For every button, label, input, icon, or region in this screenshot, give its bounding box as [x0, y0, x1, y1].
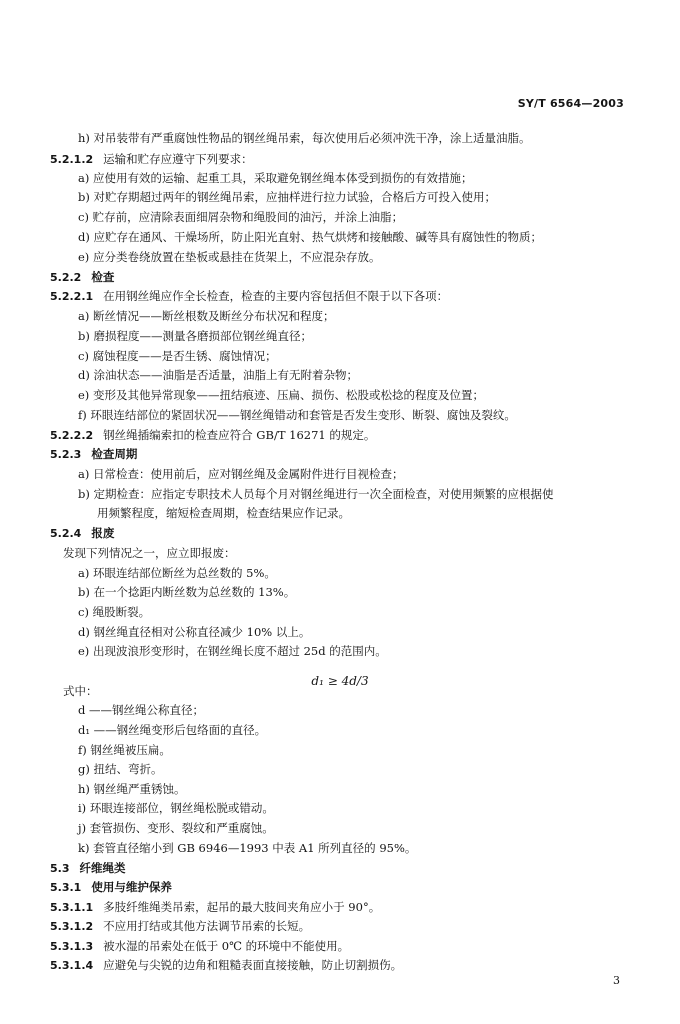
- clause-number: 5.3: [50, 862, 70, 875]
- text-line: [78, 782, 186, 797]
- line-text: 被水湿的吊索处在低于 0℃ 的环境中不能使用。: [103, 939, 350, 953]
- clause-number: 5.2.4: [50, 527, 82, 540]
- text-line: [78, 605, 150, 620]
- clause-number: 5.2.1.2: [50, 153, 94, 166]
- text-line: [78, 801, 274, 816]
- clause-line: [50, 289, 448, 304]
- line-text: 应避免与尖锐的边角和粗糙表面直接接触，防止切割损伤。: [103, 958, 403, 972]
- line-text: f) 钢丝绳被压扁。: [78, 743, 171, 757]
- line-text: 钢丝绳插编索扣的检查应符合 GB/T 16271 的规定。: [103, 428, 376, 442]
- clause-line: [50, 447, 137, 462]
- clause-line: [50, 152, 253, 167]
- text-line: [78, 368, 358, 383]
- clause-number: 5.2.3: [50, 448, 82, 461]
- line-text: 多肢纤维绳类吊索，起吊的最大肢间夹角应小于 90°。: [103, 900, 381, 914]
- line-text: g) 扭结、弯折。: [78, 762, 163, 776]
- clause-line: [50, 900, 380, 915]
- line-text: a) 应使用有效的运输、起重工具，采取避免钢丝绳本体受到损伤的有效措施；: [78, 171, 473, 185]
- text-line: [78, 644, 387, 659]
- clause-line: [50, 526, 114, 541]
- clause-number: 5.3.1.2: [50, 920, 94, 933]
- line-text: e) 出现波浪形变形时，在钢丝绳长度不超过 25d 的范围内。: [78, 644, 387, 658]
- line-text: h) 对吊装带有严重腐蚀性物品的钢丝绳吊索，每次使用后必须冲洗干净，涂上适量油脂。: [78, 131, 531, 145]
- line-text: b) 对贮存期超过两年的钢丝绳吊索，应抽样进行拉力试验，合格后方可投入使用；: [78, 190, 496, 204]
- text-line: [97, 506, 350, 521]
- section-title: 纤维绳类: [79, 861, 126, 875]
- line-text: e) 变形及其他异常现象——扭结痕迹、压扁、损伤、松股或松捻的程度及位置；: [78, 388, 484, 402]
- line-text: 发现下列情况之一，应立即报废：: [63, 546, 236, 560]
- line-text: b) 磨损程度——测量各磨损部位钢丝绳直径；: [78, 329, 313, 343]
- line-text: j) 套管损伤、变形、裂纹和严重腐蚀。: [78, 821, 274, 835]
- line-text: d) 钢丝绳直径相对公称直径减少 10% 以上。: [78, 625, 311, 639]
- line-text: i) 环眼连接部位，钢丝绳松脱或错动。: [78, 801, 274, 815]
- clause-line: [50, 270, 114, 285]
- clause-line: [50, 939, 349, 954]
- text-line: [78, 131, 531, 146]
- line-text: a) 断丝情况——断丝根数及断丝分布状况和程度；: [78, 309, 335, 323]
- clause-line: [50, 919, 310, 934]
- text-line: [78, 408, 516, 423]
- line-text: 运输和贮存应遵守下列要求：: [103, 152, 253, 166]
- clause-number: 5.2.2.1: [50, 290, 94, 303]
- text-line: [78, 841, 416, 856]
- line-text: c) 贮存前，应清除表面细屑杂物和绳股间的油污，并涂上油脂；: [78, 210, 404, 224]
- text-line: [78, 230, 542, 245]
- section-title: 检查周期: [91, 447, 138, 461]
- text-line: [78, 762, 163, 777]
- line-text: h) 钢丝绳严重锈蚀。: [78, 782, 186, 796]
- clause-line: [50, 428, 375, 443]
- text-line: [78, 388, 484, 403]
- text-line: [78, 723, 266, 738]
- clause-line: [50, 861, 126, 876]
- text-line: [78, 171, 473, 186]
- line-text: a) 环眼连结部位断丝为总丝数的 5%。: [78, 566, 276, 580]
- line-text: b) 在一个捻距内断丝数为总丝数的 13%。: [78, 585, 296, 599]
- line-text: c) 腐蚀程度——是否生锈、腐蚀情况；: [78, 349, 277, 363]
- text-line: [78, 349, 277, 364]
- text-line: [78, 585, 295, 600]
- text-line: [63, 546, 236, 561]
- line-text: a) 日常检查：使用前后，应对钢丝绳及金属附件进行目视检查；: [78, 467, 404, 481]
- clause-number: 5.3.1.1: [50, 901, 94, 914]
- line-text: 式中：: [63, 684, 98, 698]
- text-line: [78, 467, 404, 482]
- line-text: d ——钢丝绳公称直径；: [78, 703, 205, 717]
- text-line: [78, 210, 403, 225]
- line-text: k) 套管直径缩小到 GB 6946—1993 中表 A1 所列直径的 95%。: [78, 841, 417, 855]
- clause-number: 5.2.2.2: [50, 429, 94, 442]
- section-title: 检查: [91, 270, 115, 284]
- clause-number: 5.3.1.4: [50, 959, 94, 972]
- line-text: 不应用打结或其他方法调节吊索的长短。: [103, 919, 311, 933]
- page-number: 3: [613, 974, 620, 987]
- clause-number: 5.3.1.3: [50, 940, 94, 953]
- clause-number: 5.3.1: [50, 881, 82, 894]
- standard-code: SY/T 6564—2003: [517, 97, 624, 110]
- line-text: d₁ ——钢丝绳变形后包络面的直径。: [78, 723, 267, 737]
- formula: d₁ ≥ 4d/3: [311, 674, 369, 688]
- text-line: [78, 309, 335, 324]
- section-title: 报废: [91, 526, 115, 540]
- line-text: e) 应分类卷绕放置在垫板或悬挂在货架上，不应混杂存放。: [78, 250, 381, 264]
- text-line: [78, 329, 312, 344]
- line-text: b) 定期检查：应指定专职技术人员每个月对钢丝绳进行一次全面检查，对使用频繁的应根据使: [78, 487, 554, 501]
- text-line: [78, 821, 274, 836]
- clause-number: 5.2.2: [50, 271, 82, 284]
- clause-line: [50, 958, 402, 973]
- section-title: 使用与维护保养: [91, 880, 172, 894]
- line-text: d) 应贮存在通风、干燥场所，防止阳光直射、热气烘烤和接触酸、碱等具有腐蚀性的物质；: [78, 230, 542, 244]
- text-line: [78, 250, 380, 265]
- line-text: d) 涂油状态——油脂是否适量，油脂上有无附着杂物；: [78, 368, 359, 382]
- text-line: [78, 566, 276, 581]
- text-line: [78, 487, 554, 502]
- line-text: 在用钢丝绳应作全长检查，检查的主要内容包括但不限于以下各项：: [103, 289, 449, 303]
- line-text: f) 环眼连结部位的紧固状况——钢丝绳错动和套管是否发生变形、断裂、腐蚀及裂纹。: [78, 408, 516, 422]
- text-line: [78, 703, 204, 718]
- clause-line: [50, 880, 172, 895]
- text-line: [78, 190, 496, 205]
- text-line: [78, 743, 171, 758]
- line-text: c) 绳股断裂。: [78, 605, 151, 619]
- line-text: 用频繁程度，缩短检查周期，检查结果应作记录。: [97, 506, 350, 520]
- text-line: [78, 625, 310, 640]
